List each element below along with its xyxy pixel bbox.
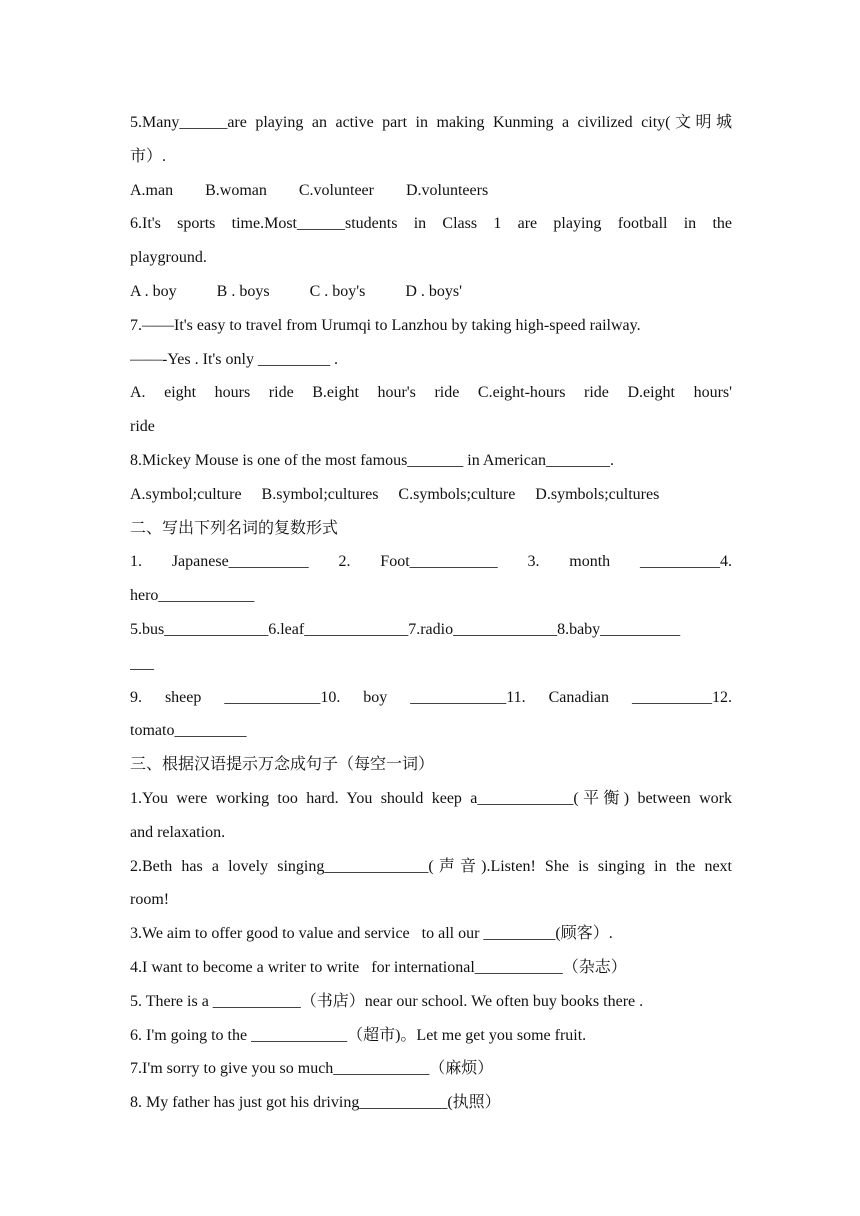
text-line: 6. I'm going to the ____________（超市)。Let me get you some fruit. bbox=[130, 1026, 587, 1044]
text-line: 5.bus_____________6.leaf_____________7.radio_____________8.baby__________ bbox=[130, 620, 681, 638]
text-line: A. eight hours ride B.eight hour's ride C.eight-hours ride D.eight hours' bbox=[130, 384, 732, 402]
text-line: 5.Many______are playing an active part in making Kunming a civilized city(文明城 bbox=[130, 114, 732, 131]
text-line: 2.Beth has a lovely singing_____________(声音).Listen! She is singing in the next bbox=[130, 857, 732, 875]
text-line: 6.It's sports time.Most______students in Class 1 are playing football in the bbox=[130, 215, 732, 233]
text-line: ——-Yes . It's only _________ . bbox=[130, 350, 338, 368]
document-body bbox=[130, 106, 732, 1120]
text-line: playground. bbox=[130, 249, 207, 267]
text-line: 5. There is a ___________（书店）near our school. We often buy books there . bbox=[130, 992, 644, 1010]
text-line: 7.——It's easy to travel from Urumqi to Lanzhou by taking high-speed railway. bbox=[130, 316, 641, 334]
text-line: 3.We aim to offer good to value and service to all our _________(顾客）. bbox=[130, 925, 613, 943]
text-line: 1.You were working too hard. You should keep a____________(平衡) between work bbox=[130, 789, 732, 807]
text-line: 市）. bbox=[130, 147, 167, 165]
text-line: ride bbox=[130, 418, 155, 436]
text-line: 8. My father has just got his driving___________(执照） bbox=[130, 1094, 501, 1112]
text-line: room! bbox=[130, 891, 170, 909]
text-line: tomato_________ bbox=[130, 722, 247, 740]
text-line: 7.I'm sorry to give you so much____________（麻烦） bbox=[130, 1060, 494, 1078]
text-line: A . boy B . boys C . boy's D . boys' bbox=[130, 282, 463, 300]
text-line: 三、根据汉语提示万念成句子（每空一词） bbox=[130, 756, 435, 774]
text-line: A.man B.woman C.volunteer D.volunteers bbox=[130, 181, 489, 199]
text-line: A.symbol;culture B.symbol;cultures C.symbols;culture D.symbols;cultures bbox=[130, 485, 660, 503]
text-line: 4.I want to become a writer to write for international___________（杂志） bbox=[130, 958, 627, 976]
document-page bbox=[130, 106, 732, 1120]
text-line: 8.Mickey Mouse is one of the most famous_______ in American________. bbox=[130, 451, 614, 469]
text-line: ___ bbox=[130, 654, 154, 672]
text-line: 二、写出下列名词的复数形式 bbox=[130, 519, 339, 537]
text-line: and relaxation. bbox=[130, 823, 226, 841]
text-line: 1. Japanese__________ 2. Foot___________ 3. month __________4. bbox=[130, 553, 732, 571]
text-line: 9. sheep ____________10. boy ____________11. Canadian __________12. bbox=[130, 688, 732, 706]
text-line: hero____________ bbox=[130, 587, 255, 605]
